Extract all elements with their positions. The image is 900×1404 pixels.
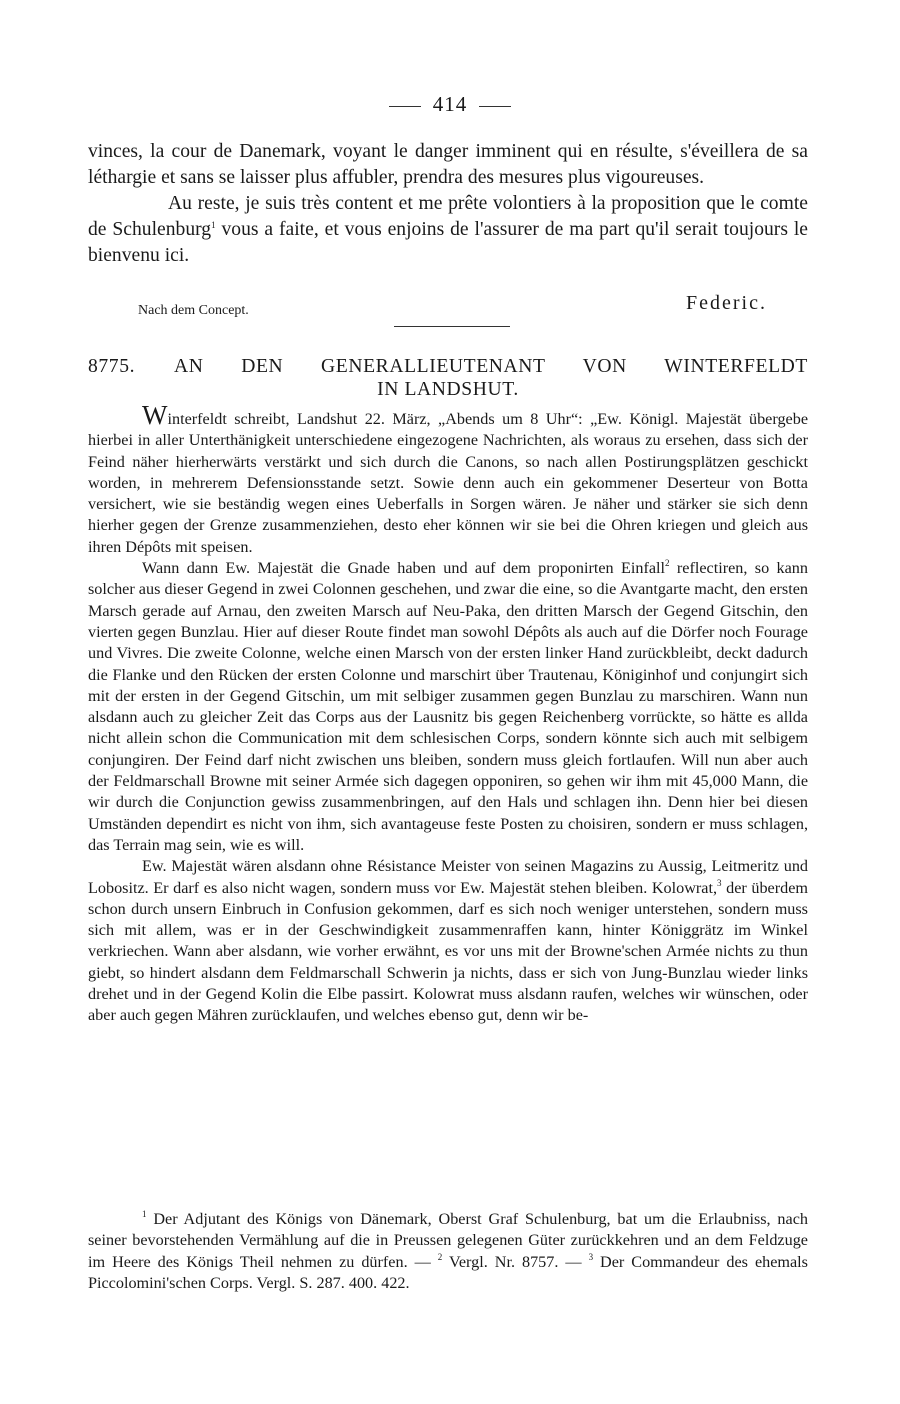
body-paragraph-1-text: interfeldt schreibt, Landshut 22. März, „Abends um 8 Uhr“: „Ew. Königl. Majestät übergebe hierbei in aller Unterthänigkeit unterschiedene eingezogene Nachrichten, als woraus zu ersehen, dass sich der Feind näher hierherwärts verstärkt und sich durch die Canons, so nach allen Postirungsplätzen geschickt worden, in mehrerem Defensionsstande setzt. Sowie denn auch ein gekommener Deserteur von Botta versichert, wie sie beständig wegen eines Ueberfalls in Sorgen wären. Je näher und stärker sie sich denn hierher gegen der Grenze zusammenziehen, desto eher können wir sie bei die Ohren kriegen und gleich aus ihren Dépôts mit speisen. <box>88 410 808 556</box>
letter-body <box>88 400 808 1027</box>
continuation-text <box>88 139 808 269</box>
continuation-paragraph-2-start: Au reste, je suis très content et me prête volontiers à la proposition que le comte de Schulenburg <box>88 193 808 240</box>
footnotes <box>88 1209 808 1294</box>
body-paragraph-3-start: Ew. Majestät wären alsdann ohne Résistance Meister von seinen Magazins zu Aussig, Leitmeritz und Lobositz. Er darf es also nicht wagen, sondern muss vor Ew. Majestät stehen bleiben. Kolowrat, <box>88 857 808 897</box>
footnote-1: Der Adjutant des Königs von Dänemark, Oberst Graf Schulenburg, bat um die Erlaubniss, nach seiner bevorstehenden Vermählung auf die in Preussen gelegenen Güter zurückkehren und an dem Feldzuge im Heere des Königs Theil nehmen zu dürfen. — <box>88 1210 808 1271</box>
body-paragraph-1 <box>88 400 808 558</box>
dash-left <box>389 106 421 107</box>
page-number: 414 <box>432 92 468 116</box>
continuation-paragraph-2 <box>88 191 808 269</box>
footnote-1-mark: 1 <box>142 1209 147 1219</box>
letter-title-line-1: AN DEN GENERALLIEUTENANT VON WINTERFELDT <box>174 356 808 377</box>
drop-cap: W <box>142 400 168 430</box>
body-paragraph-2-start: Wann dann Ew. Majestät die Gnade haben und auf dem proponirten Einfall <box>142 559 666 578</box>
body-paragraph-2 <box>88 558 808 856</box>
letter-title-line-2: IN LANDSHUT. <box>377 379 519 400</box>
body-paragraph-3-end: der überdem schon durch unsern Einbruch in Confusion gekommen, darf es sich noch weniger unterstehen, sondern muss sich mit allem, was er in der Geschwindigkeit zusammenraffen kann, hinter Königgrätz im Winkel verkriechen. Wann aber alsdann, wie vorher erwähnt, es vor uns mit der Browne'schen Armée nichts zu thun giebt, so hindert alsdann dem Feldmarschall Schwerin ja nichts, dass er sich von Jung-Bunzlau wieder links drehet und in der Gegend Kolin die Elbe passirt. Kolowrat muss alsdann raufen, welches wir wünschen, oder aber auch gegen Mähren zurücklaufen, und welches ebenso gut, denn wir be- <box>88 878 808 1025</box>
footnote-2-mark: 2 <box>437 1251 443 1262</box>
continuation-paragraph-1: vinces, la cour de Danemark, voyant le danger imminent qui en résulte, s'éveillera de sa léthargie et sans se laisser plus affubler, prendra des mesures plus vigoureuses. <box>88 141 808 188</box>
body-paragraph-2-end: reflectiren, so kann solcher aus dieser Gegend in zwei Colonnen geschehen, und zwar die eine, so die Avantgarte macht, den ersten Marsch gerade auf Arnau, den zweiten Marsch auf Neu-Paka, den dritten Marsch der Gegend Gitschin, den vierten gegen Bunzlau. Hier auf dieser Route findet man sowohl Dépôts als auch auf die Dörfer noch Fourage und Vivres. Die zweite Colonne, welche einen Marsch von der ersten linker Hand zurückbleibt, deckt dadurch die Flanke und den Rücken der ersten Colonne und marschirt über Trautenau, Königinhof und conjungirt sich mit der ersten in der Gegend Gitschin, um mit selbiger zusammen gegen Bunzlau zu marschiren. Wann nun alsdann auch zu gleicher Zeit das Corps aus der Lausnitz bis gegen Reichenberg vorrückte, so hätte es allda nicht allein schon die Communication mit dem schlesischen Corps, sondern könnte sich auch mit selbigem conjungiren. Der Feind darf nicht zwischen uns bleiben, sondern muss gleich fortlaufen. Will nun aber auch der Feldmarschall Browne mit seiner Armée sich dagegen opponiren, so gehen wir ihm mit 45,000 Mann, die wir durch die Conjunction gewiss zusammenbringen, auf den Hals und schlagen ihn. Denn hier bei diesen Umständen dependirt es nicht von ihm, sich avantageuse feste Posten zu choisiren, sondern er muss schlagen, das Terrain mag sein, wie es will. <box>88 559 808 854</box>
footnote-2: Vergl. Nr. 8757. — <box>442 1252 589 1271</box>
section-divider <box>394 326 510 327</box>
footnote-text <box>88 1209 808 1294</box>
source-note: Nach dem Concept. <box>138 303 249 318</box>
body-paragraph-3 <box>88 856 808 1026</box>
footnote-ref-3: 3 <box>717 877 722 888</box>
continuation-paragraph-2-end: vous a faite, et vous enjoins de l'assurer de ma part qu'il serait toujours le bienvenu ici. <box>88 219 808 266</box>
footnote-3: Der Commandeur des ehemals Piccolomini'schen Corps. Vergl. S. 287. 400. 422. <box>88 1252 808 1292</box>
page-number-line <box>0 92 900 117</box>
signature: Federic. <box>686 292 767 314</box>
letter-number: 8775. <box>88 356 136 377</box>
footnote-3-mark: 3 <box>588 1251 594 1262</box>
footnote-ref-1: 1 <box>211 220 216 230</box>
dash-right <box>479 106 511 107</box>
footnote-ref-2: 2 <box>665 558 670 569</box>
